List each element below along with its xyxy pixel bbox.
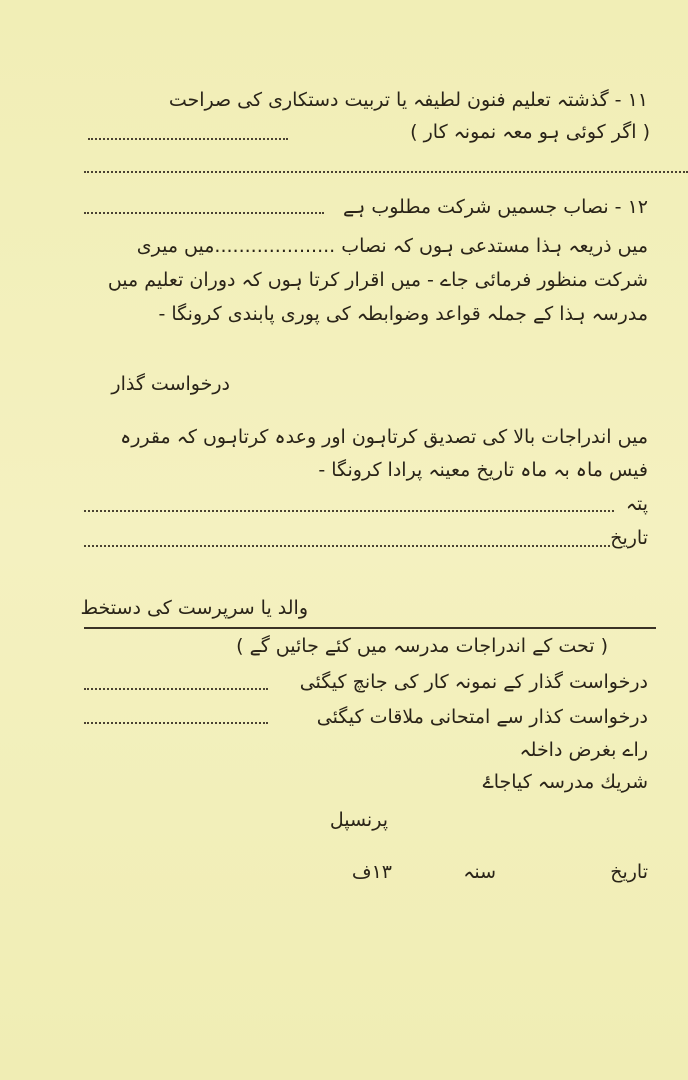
office-interview: درخواست کذار سے امتحانی ملاقات کیگئی [316,706,648,728]
date-label: تاریخ [610,527,648,549]
office-divider [84,627,656,629]
office-year-label: سنہ [463,861,496,883]
office-year-value: ۱۳ف [351,861,392,883]
address-fill-line[interactable] [84,510,614,512]
address-label: پتہ [625,493,648,515]
item12-para-line3: مدرسہ ہذا کے جملہ قواعد وضوابطہ کی پوری پابندی کرونگا - [158,303,648,325]
item12-para-line1: میں ذریعہ ہذا مستدعی ہوں کہ نصاب ....................میں میری [136,235,648,257]
item11-line2: ( اگر کوئی ہو معہ نمونہ کار ) [410,121,650,143]
date-fill-line[interactable] [84,545,610,547]
office-heading: ( تحت کے اندراجات مدرسہ میں کئے جائیں گے ) [236,635,608,657]
item11-fill-line[interactable] [88,138,288,140]
item12-title: ۱۲ - نصاب جسمیں شرکت مطلوب ہے [343,196,648,218]
declaration-line2: فیس ماہ بہ ماہ تاریخ معینہ پرادا کرونگا - [318,459,648,481]
office-opinion-line1: راے بغرض داخلہ [519,739,648,761]
sample-check-fill-line[interactable] [84,688,268,690]
office-opinion-line2: شریك مدرسہ کیاجاۓ [482,771,648,793]
item12-para-line2: شرکت منظور فرمائی جاے - میں اقرار کرتا ہوں کہ دوران تعلیم میں [107,269,648,291]
item12-fill-line[interactable] [84,212,324,214]
item11-line1: ۱۱ - گذشتہ تعلیم فنون لطیفہ یا تربیت دستکاری کی صراحت [168,89,648,111]
declaration-line1: میں اندراجات بالا کی تصدیق کرتاہون اور وعدہ کرتاہوں کہ مقررہ [120,426,648,448]
interview-fill-line[interactable] [84,722,268,724]
guardian-signature-label: والد یا سرپرست کی دستخط [80,597,308,619]
principal-label: پرنسپل [329,809,388,831]
office-date-label: تاریخ [610,861,648,883]
item11-fill-line-full[interactable] [84,171,688,173]
office-sample-check: درخواست گذار کے نمونہ کار کی جانچ کیگئی [299,671,648,693]
applicant-label: درخواست گذار [111,373,230,395]
